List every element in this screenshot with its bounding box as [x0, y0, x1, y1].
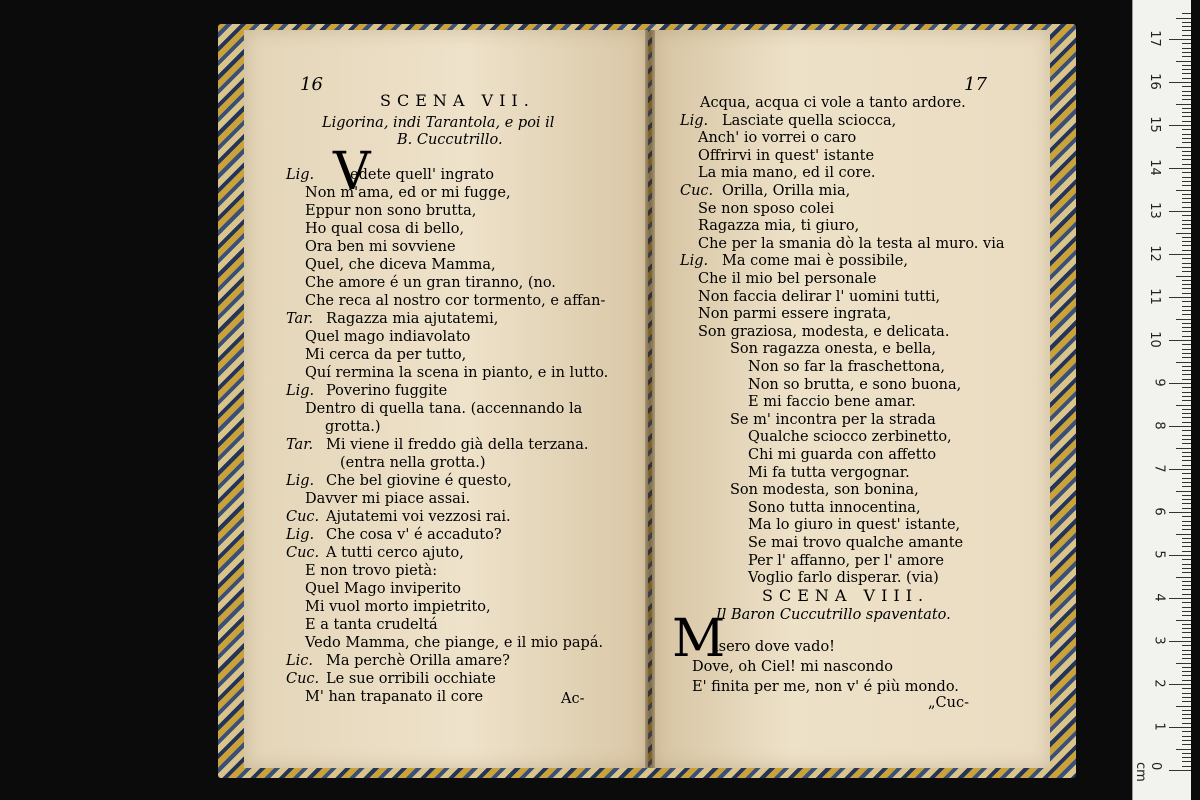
- ruler-tick: [1182, 757, 1191, 758]
- ruler-tick: [1182, 766, 1191, 767]
- speaker-label: Lig.: [286, 167, 315, 183]
- ruler-tick: [1182, 250, 1191, 251]
- ruler-tick: [1182, 503, 1191, 504]
- stage-direction-right: Il Baron Cuccutrillo spaventato.: [716, 607, 951, 623]
- left-verse-line: Ajutatemi voi vezzosi rai.: [326, 509, 511, 525]
- ruler-tick: [1176, 18, 1191, 19]
- ruler-tick: [1169, 598, 1191, 599]
- ruler-tick: [1182, 374, 1191, 375]
- ruler-tick: [1182, 116, 1191, 117]
- ruler-tick: [1182, 499, 1191, 500]
- ruler-tick: [1176, 448, 1191, 449]
- ruler-tick: [1169, 340, 1191, 341]
- ruler-tick: [1182, 237, 1191, 238]
- left-verse-line: Che cosa v' é accaduto?: [326, 527, 502, 543]
- ruler-number: 10: [1147, 331, 1163, 348]
- ruler-tick: [1169, 512, 1191, 513]
- left-verse-line: Non m'ama, ed or mi fugge,: [305, 185, 511, 201]
- left-verse-line: Ho qual cosa di bello,: [305, 221, 465, 237]
- ruler-tick: [1182, 52, 1191, 53]
- ruler-tick: [1182, 508, 1191, 509]
- left-verse-line: Ma perchè Orilla amare?: [326, 653, 510, 669]
- ruler-tick: [1169, 426, 1191, 427]
- speaker-label: Cuc.: [680, 183, 714, 199]
- ruler-tick: [1182, 422, 1191, 423]
- ruler-tick: [1176, 276, 1191, 277]
- ruler-tick: [1176, 577, 1191, 578]
- right-verse-line: Acqua, acqua ci vole a tanto ardore.: [700, 95, 966, 111]
- right-verse-line: Lasciate quella sciocca,: [722, 112, 897, 129]
- ruler-tick: [1176, 663, 1191, 664]
- ruler-tick: [1182, 327, 1191, 328]
- ruler-tick: [1182, 280, 1191, 281]
- ruler-tick: [1182, 185, 1191, 186]
- ruler-tick: [1182, 460, 1191, 461]
- ruler-number: 11: [1147, 288, 1163, 305]
- right-verse-line: Anch' io vorrei o caro: [698, 130, 857, 147]
- ruler-tick: [1176, 319, 1191, 320]
- ruler-tick: [1182, 671, 1191, 672]
- catchword-left: Ac-: [561, 691, 585, 707]
- right-verse-line: Non parmi essere ingrata,: [698, 306, 892, 323]
- ruler-tick: [1176, 233, 1191, 234]
- ruler-tick: [1182, 624, 1191, 625]
- ruler-tick: [1182, 611, 1191, 612]
- ruler-tick: [1169, 641, 1191, 642]
- ruler-tick: [1182, 151, 1191, 152]
- right-verse-line: Che per la smania dò la testa al muro. via: [698, 235, 1005, 252]
- ruler-tick: [1182, 572, 1191, 573]
- ruler-tick: [1182, 353, 1191, 354]
- left-verse-line: M' han trapanato il core: [305, 689, 484, 705]
- ruler-tick: [1182, 112, 1191, 113]
- ruler-tick: [1176, 706, 1191, 707]
- ruler-tick: [1182, 538, 1191, 539]
- ruler-tick: [1182, 602, 1191, 603]
- speaker-label: Cuc.: [286, 545, 320, 561]
- ruler-tick: [1182, 224, 1191, 225]
- ruler-tick: [1182, 73, 1191, 74]
- ruler-tick: [1176, 749, 1191, 750]
- ruler-tick: [1182, 439, 1191, 440]
- speaker-label: Tar.: [286, 311, 314, 327]
- right-verse-line: Dove, oh Ciel! mi nascondo: [692, 659, 894, 675]
- ruler-number: 4: [1151, 593, 1167, 602]
- ruler-tick: [1176, 491, 1191, 492]
- ruler-number: 3: [1151, 636, 1167, 645]
- ruler-tick: [1182, 589, 1191, 590]
- ruler-tick: [1182, 542, 1191, 543]
- right-verse-line: Mi fa tutta vergognar.: [748, 464, 910, 481]
- ruler-tick: [1169, 383, 1191, 384]
- ruler-tick: [1182, 736, 1191, 737]
- ruler-tick: [1182, 521, 1191, 522]
- ruler-number: 13: [1147, 202, 1163, 219]
- ruler-tick: [1182, 525, 1191, 526]
- right-verse-line: Se mai trovo qualche amante: [748, 535, 964, 551]
- ruler-tick: [1182, 301, 1191, 302]
- left-verse-line: Che bel giovine é questo,: [326, 473, 512, 489]
- ruler-tick: [1182, 495, 1191, 496]
- right-verse-line: Non so far la fraschettona,: [748, 359, 945, 375]
- right-verse-line: Sono tutta innocentina,: [748, 499, 921, 516]
- ruler-tick: [1169, 555, 1191, 556]
- ruler-tick: [1182, 164, 1191, 165]
- ruler-tick: [1182, 731, 1191, 732]
- left-verse-line: A tutti cerco ajuto,: [326, 545, 464, 561]
- left-verse-line: Le sue orribili occhiate: [326, 671, 496, 687]
- left-verse-line: Quel mago indiavolato: [305, 329, 471, 345]
- right-verse-line: E mi faccio bene amar.: [748, 394, 916, 411]
- ruler-tick: [1182, 714, 1191, 715]
- ruler-tick: [1182, 91, 1191, 92]
- right-verse-line: E' finita per me, non v' é più mondo.: [692, 679, 959, 695]
- ruler-number: 6: [1151, 507, 1167, 516]
- ruler-tick: [1182, 245, 1191, 246]
- speaker-label: Lic.: [286, 653, 313, 669]
- ruler-tick: [1182, 710, 1191, 711]
- measuring-ruler: [1132, 0, 1191, 800]
- ruler-tick: [1182, 95, 1191, 96]
- scene-title-left: SCENA VII.: [380, 91, 535, 110]
- ruler-tick: [1182, 413, 1191, 414]
- left-verse-line: grotta.): [325, 419, 381, 435]
- ruler-tick: [1176, 147, 1191, 148]
- ruler-tick: [1176, 362, 1191, 363]
- ruler-tick: [1182, 349, 1191, 350]
- ruler-tick: [1182, 680, 1191, 681]
- ruler-tick: [1182, 56, 1191, 57]
- ruler-tick: [1182, 69, 1191, 70]
- ruler-tick: [1182, 344, 1191, 345]
- ruler-tick: [1182, 675, 1191, 676]
- right-verse-line: Offrirvi in quest' istante: [698, 147, 875, 164]
- ruler-number: 1: [1151, 722, 1167, 731]
- catchword-right: „Cuc-: [928, 695, 969, 711]
- ruler-tick: [1182, 581, 1191, 582]
- ruler-tick: [1182, 615, 1191, 616]
- ruler-tick: [1182, 155, 1191, 156]
- ruler-tick: [1182, 129, 1191, 130]
- ruler-tick: [1182, 331, 1191, 332]
- ruler-tick: [1182, 435, 1191, 436]
- ruler-tick: [1182, 392, 1191, 393]
- ruler-tick: [1182, 314, 1191, 315]
- ruler-tick: [1176, 190, 1191, 191]
- ruler-tick: [1182, 551, 1191, 552]
- ruler-tick: [1176, 104, 1191, 105]
- ruler-tick: [1182, 284, 1191, 285]
- ruler-tick: [1182, 473, 1191, 474]
- right-verse-line: Se m' incontra per la strada: [730, 411, 936, 428]
- right-verse-line: Non faccia delirar l' uomini tutti,: [698, 288, 941, 305]
- right-verse-line: Ma lo giuro in quest' istante,: [748, 517, 961, 534]
- left-verse-line: E non trovo pietà:: [305, 563, 438, 579]
- ruler-tick: [1182, 607, 1191, 608]
- ruler-tick: [1182, 198, 1191, 199]
- ruler-tick: [1182, 688, 1191, 689]
- ruler-tick: [1182, 637, 1191, 638]
- speaker-label: Lig.: [286, 527, 315, 543]
- stage-direction-2: B. Cuccutrillo.: [397, 132, 503, 148]
- speaker-label: Cuc.: [286, 509, 320, 525]
- ruler-tick: [1182, 559, 1191, 560]
- ruler-tick: [1182, 48, 1191, 49]
- ruler-tick: [1182, 417, 1191, 418]
- ruler-tick: [1182, 267, 1191, 268]
- left-verse-line: Ora ben mi sovviene: [305, 239, 456, 255]
- ruler-tick: [1182, 744, 1191, 745]
- ruler-tick: [1182, 323, 1191, 324]
- ruler-tick: [1182, 486, 1191, 487]
- ruler-tick: [1182, 366, 1191, 367]
- ruler-tick: [1182, 564, 1191, 565]
- ruler-tick: [1182, 452, 1191, 453]
- ruler-tick: [1182, 482, 1191, 483]
- ruler-tick: [1182, 271, 1191, 272]
- ruler-tick: [1182, 628, 1191, 629]
- right-verse-line: La mia mano, ed il core.: [698, 165, 876, 182]
- ruler-tick: [1169, 469, 1191, 470]
- ruler-number: 8: [1151, 421, 1167, 430]
- page-number-right: 17: [964, 74, 987, 95]
- ruler-tick: [1182, 546, 1191, 547]
- right-verse-line: isero dove vado!: [714, 639, 835, 655]
- left-verse-line: Dentro di quella tana. (accennando la: [305, 401, 583, 417]
- ruler-tick: [1182, 396, 1191, 397]
- right-verse-line: Son ragazza onesta, e bella,: [730, 341, 937, 358]
- ruler-tick: [1176, 534, 1191, 535]
- ruler-tick: [1182, 478, 1191, 479]
- left-verse-line: Mi vuol morto impietrito,: [305, 599, 491, 615]
- ruler-tick: [1182, 121, 1191, 122]
- ruler-tick: [1169, 770, 1191, 771]
- right-verse-line: Chi mi guarda con affetto: [748, 447, 937, 463]
- ruler-tick: [1182, 387, 1191, 388]
- left-verse-line: Quel, che diceva Mamma,: [305, 257, 496, 273]
- left-verse-line: Che amore é un gran tiranno, (no.: [305, 275, 556, 291]
- ruler-tick: [1182, 529, 1191, 530]
- speaker-label: Tar.: [286, 437, 314, 453]
- ruler-tick: [1176, 405, 1191, 406]
- ruler-tick: [1182, 701, 1191, 702]
- ruler-tick: [1182, 753, 1191, 754]
- ruler-tick: [1182, 35, 1191, 36]
- ruler-tick: [1169, 39, 1191, 40]
- left-verse-line: Vedo Mamma, che piange, e il mio papá.: [305, 635, 604, 651]
- ruler-tick: [1182, 654, 1191, 655]
- ruler-tick: [1182, 65, 1191, 66]
- ruler-number: 15: [1147, 116, 1163, 133]
- ruler-tick: [1182, 516, 1191, 517]
- ruler-number: 17: [1147, 30, 1163, 47]
- right-verse-line: Non so brutta, e sono buona,: [748, 376, 962, 393]
- ruler-tick: [1182, 456, 1191, 457]
- ruler-tick: [1176, 61, 1191, 62]
- ruler-tick: [1182, 465, 1191, 466]
- speaker-label: Lig.: [286, 473, 315, 489]
- ruler-number: 14: [1147, 159, 1163, 176]
- ruler-tick: [1182, 202, 1191, 203]
- ruler-tick: [1182, 306, 1191, 307]
- ruler-tick: [1182, 693, 1191, 694]
- right-verse-line: Voglio farlo disperar. (via): [748, 570, 939, 587]
- left-verse-line: Ragazza mia ajutatemi,: [326, 311, 499, 327]
- ruler-tick: [1182, 86, 1191, 87]
- ruler-tick: [1182, 310, 1191, 311]
- right-verse-line: Qualche sciocco zerbinetto,: [748, 429, 952, 446]
- ruler-tick: [1182, 142, 1191, 143]
- left-verse-line: Quí rermina la scena in pianto, e in lutto.: [305, 365, 609, 381]
- ruler-tick: [1182, 30, 1191, 31]
- left-verse-line: Che reca al nostro cor tormento, e affan-: [305, 293, 606, 309]
- ruler-tick: [1182, 379, 1191, 380]
- ruler-number: 9: [1151, 378, 1167, 387]
- ruler-number: 0 cm: [1133, 762, 1163, 782]
- ruler-tick: [1182, 228, 1191, 229]
- ruler-tick: [1182, 26, 1191, 27]
- ruler-tick: [1182, 177, 1191, 178]
- ruler-tick: [1182, 400, 1191, 401]
- ruler-tick: [1182, 159, 1191, 160]
- speaker-label: Lig.: [286, 383, 315, 399]
- right-verse-line: Che il mio bel personale: [698, 271, 877, 287]
- ruler-tick: [1176, 620, 1191, 621]
- ruler-tick: [1169, 168, 1191, 169]
- page-number-left: 16: [300, 74, 323, 95]
- ruler-number: 5: [1151, 550, 1167, 559]
- left-verse-line: Davver mi piace assai.: [305, 491, 471, 507]
- ruler-tick: [1182, 43, 1191, 44]
- left-verse-line: Mi cerca da per tutto,: [305, 347, 467, 363]
- right-verse-line: Per l' affanno, per l' amore: [748, 552, 944, 569]
- ruler-tick: [1169, 125, 1191, 126]
- ruler-tick: [1182, 697, 1191, 698]
- ruler-number: 16: [1147, 73, 1163, 90]
- ruler-tick: [1182, 430, 1191, 431]
- speaker-label: Lig.: [680, 112, 709, 129]
- ruler-tick: [1169, 727, 1191, 728]
- ruler-number: 2: [1151, 679, 1167, 688]
- ruler-tick: [1182, 667, 1191, 668]
- ruler-tick: [1169, 211, 1191, 212]
- ruler-tick: [1182, 568, 1191, 569]
- book-gutter: [645, 30, 655, 768]
- ruler-tick: [1182, 658, 1191, 659]
- speaker-label: Lig.: [680, 253, 709, 270]
- ruler-tick: [1182, 761, 1191, 762]
- ruler-tick: [1182, 409, 1191, 410]
- ruler-tick: [1182, 258, 1191, 259]
- scene-title-right: SCENA VIII.: [762, 586, 930, 605]
- ruler-tick: [1169, 684, 1191, 685]
- ruler-tick: [1182, 650, 1191, 651]
- ruler-tick: [1182, 740, 1191, 741]
- ruler-tick: [1182, 718, 1191, 719]
- drop-cap-left: V: [333, 142, 371, 202]
- left-verse-line: Eppur non sono brutta,: [305, 203, 477, 219]
- ruler-tick: [1182, 13, 1191, 14]
- right-verse-line: Ragazza mia, ti giuro,: [698, 218, 860, 235]
- stage-direction-1: Ligorina, indi Tarantola, e poi il: [322, 115, 555, 131]
- ruler-number: 7: [1151, 464, 1167, 473]
- right-verse-line: Orilla, Orilla mia,: [722, 183, 851, 199]
- ruler-tick: [1182, 207, 1191, 208]
- left-verse-line: E a tanta crudeltá: [305, 617, 438, 633]
- ruler-tick: [1182, 594, 1191, 595]
- right-verse-line: Son modesta, son bonina,: [730, 482, 919, 499]
- ruler-tick: [1169, 297, 1191, 298]
- ruler-tick: [1182, 138, 1191, 139]
- ruler-tick: [1182, 336, 1191, 337]
- ruler-tick: [1182, 263, 1191, 264]
- ruler-tick: [1182, 220, 1191, 221]
- ruler-tick: [1182, 632, 1191, 633]
- ruler-tick: [1169, 254, 1191, 255]
- right-verse-line: Son graziosa, modesta, e delicata.: [698, 323, 950, 340]
- ruler-tick: [1182, 172, 1191, 173]
- ruler-tick: [1182, 181, 1191, 182]
- ruler-tick: [1182, 288, 1191, 289]
- right-verse-line: Ma come mai è possibile,: [722, 253, 909, 270]
- ruler-tick: [1182, 99, 1191, 100]
- ruler-tick: [1182, 443, 1191, 444]
- ruler-tick: [1182, 370, 1191, 371]
- left-verse-line: Mi viene il freddo già della terzana.: [326, 437, 589, 453]
- left-verse-line: edete quell' ingrato: [350, 167, 494, 183]
- ruler-tick: [1182, 194, 1191, 195]
- ruler-tick: [1182, 215, 1191, 216]
- ruler-tick: [1182, 357, 1191, 358]
- ruler-tick: [1182, 78, 1191, 79]
- ruler-tick: [1182, 22, 1191, 23]
- speaker-label: Cuc.: [286, 671, 320, 687]
- ruler-tick: [1182, 723, 1191, 724]
- ruler-tick: [1182, 134, 1191, 135]
- ruler-tick: [1182, 293, 1191, 294]
- drop-cap-right: M: [672, 609, 726, 669]
- ruler-tick: [1182, 585, 1191, 586]
- ruler-tick: [1169, 82, 1191, 83]
- right-verse-line: Se non sposo colei: [698, 200, 835, 217]
- left-verse-line: Quel Mago inviperito: [305, 581, 461, 597]
- left-verse-line: (entra nella grotta.): [340, 455, 486, 471]
- ruler-tick: [1182, 241, 1191, 242]
- ruler-number: 12: [1147, 245, 1163, 262]
- left-verse-line: Poverino fuggite: [326, 383, 448, 399]
- ruler-tick: [1182, 645, 1191, 646]
- ruler-tick: [1182, 108, 1191, 109]
